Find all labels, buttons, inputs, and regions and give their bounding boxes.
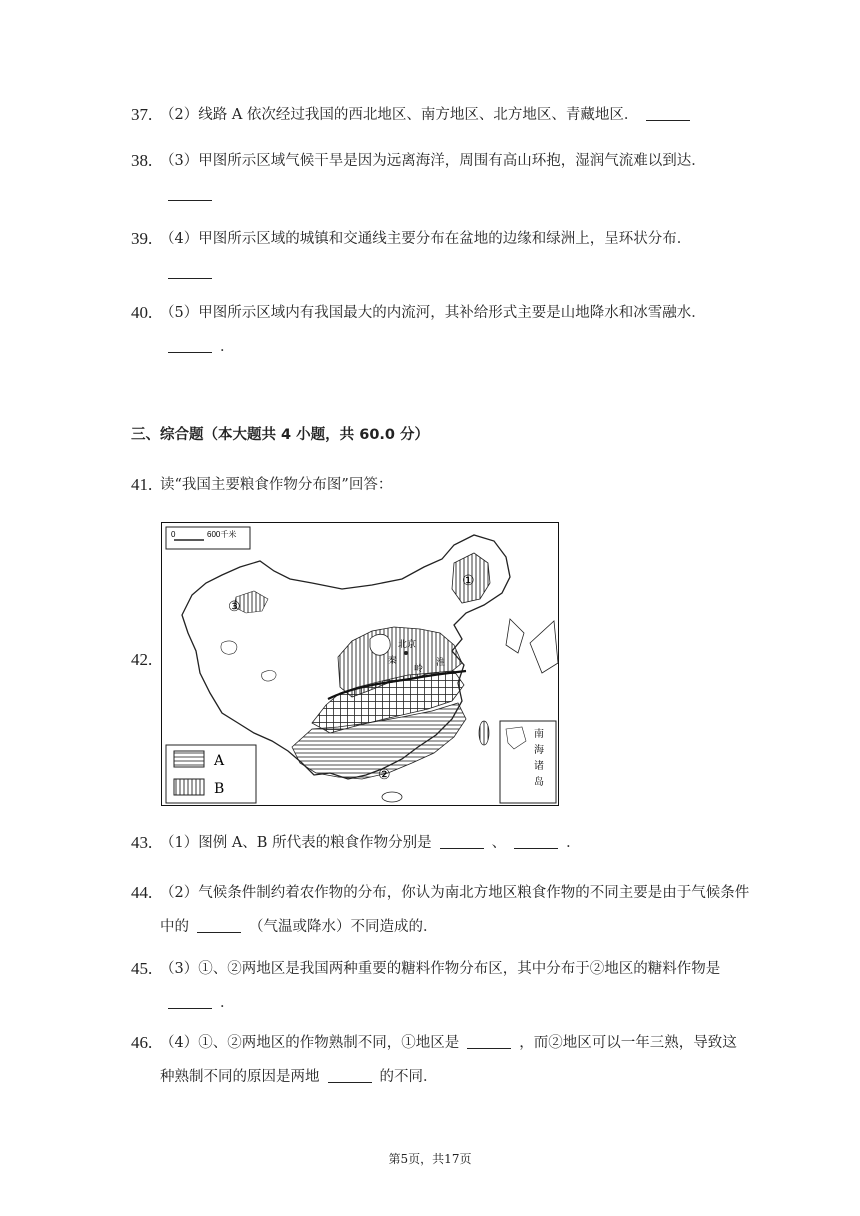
question-text-2: ，而②地区可以一年三熟，导致这种熟制不同的原因是两地 <box>160 1035 737 1085</box>
answer-blank-2[interactable] <box>328 1068 372 1083</box>
hainan-island <box>382 792 402 802</box>
legend-b-label: B <box>214 781 225 797</box>
question-text-2: （气温或降水）不同造成的． <box>249 919 438 935</box>
separator: 、 <box>491 835 507 851</box>
question-text: （4）①、②两地区的作物熟制不同，①地区是 <box>160 1035 460 1051</box>
answer-blank-a[interactable] <box>440 834 484 849</box>
legend-b-swatch <box>174 779 204 795</box>
question-40: 40. （5）甲图所示区域内有我国最大的内流河，其补给形式主要是山地降水和冰雪融水．． <box>131 296 751 364</box>
question-45 <box>131 952 751 1020</box>
question-text: （4）甲图所示区域的城镇和交通线主要分布在盆地的边缘和绿洲上，呈环状分布． <box>160 231 692 247</box>
beijing-label: 北京 <box>398 640 417 650</box>
question-text: （5）甲图所示区域内有我国最大的内流河，其补给形式主要是山地降水和冰雪融水． <box>160 305 706 321</box>
taiwan-island <box>479 721 489 745</box>
question-text: （3）甲图所示区域气候干旱是因为远离海洋，周围有高山环抱，湿润气流难以到达． <box>160 153 706 169</box>
neighbor-coast <box>530 621 558 673</box>
answer-blank[interactable] <box>168 264 212 279</box>
section-title: 三、综合题（本大题共 4 小题，共 60.0 分） <box>131 427 430 443</box>
question-number: 40. <box>131 303 153 322</box>
inset-label-2: 海 <box>534 745 544 756</box>
question-42-number: 42. <box>131 650 153 669</box>
map-figure <box>162 523 559 806</box>
inset-label-4: 岛 <box>534 777 544 788</box>
legend-a-swatch <box>174 751 204 767</box>
question-text: （2）气候条件制约着农作物的分布，你认为南北方地区粮食作物的不同主要是由于气候条件中的 <box>160 885 750 935</box>
inset-label-1: 南 <box>534 729 544 740</box>
question-number: 37. <box>131 105 153 124</box>
end-punct: ． <box>566 835 581 851</box>
question-number: 39. <box>131 229 153 248</box>
question-number: 41. <box>131 475 153 494</box>
question-text: （1）图例 A、B 所代表的粮食作物分别是 <box>160 835 432 851</box>
huai-label: 淮 <box>436 658 446 668</box>
question-number: 45. <box>131 959 153 978</box>
legend-a-label: A <box>214 753 225 769</box>
answer-blank[interactable] <box>168 994 212 1009</box>
question-37 <box>131 98 751 132</box>
question-38 <box>131 144 751 212</box>
neighbor-coast <box>506 619 524 653</box>
beijing-marker <box>404 651 408 655</box>
scale-zero: 0 <box>171 530 176 539</box>
lake-shape <box>262 671 276 681</box>
question-44 <box>131 876 751 944</box>
question-text-3: 的不同． <box>379 1069 438 1085</box>
region-2-label: ② <box>378 767 391 783</box>
question-43 <box>131 826 751 860</box>
inset-label-3: 诸 <box>534 761 544 772</box>
region-3-label: ③ <box>228 599 241 615</box>
page-footer: 第5页，共17页 <box>388 1152 472 1166</box>
region-1-label: ① <box>462 573 475 589</box>
answer-blank[interactable] <box>168 186 212 201</box>
question-number: 44. <box>131 883 153 902</box>
question-number: 38. <box>131 151 153 170</box>
answer-blank-b[interactable] <box>514 834 558 849</box>
question-39 <box>131 222 751 290</box>
end-punct: ． <box>220 995 235 1011</box>
question-41 <box>131 468 751 502</box>
question-number: 43. <box>131 833 153 852</box>
qin-label: 秦 <box>388 656 398 666</box>
scale-label: 600千米 <box>207 530 237 539</box>
grain-crop-map <box>161 522 559 806</box>
answer-blank[interactable] <box>168 338 212 353</box>
lake-shape <box>221 641 237 654</box>
question-46 <box>131 1026 751 1094</box>
answer-blank[interactable] <box>646 106 690 121</box>
answer-blank[interactable] <box>197 918 241 933</box>
question-number: 46. <box>131 1033 153 1052</box>
lake-shape <box>370 634 390 655</box>
question-text: （2）线路 A 依次经过我国的西北地区、南方地区、北方地区、青藏地区． <box>160 107 639 123</box>
ling-label: 岭 <box>414 664 424 674</box>
question-text: （3）①、②两地区是我国两种重要的糖料作物分布区，其中分布于②地区的糖料作物是 <box>160 961 721 977</box>
question-text: 读“我国主要粮食作物分布图”回答： <box>160 477 393 493</box>
answer-blank-1[interactable] <box>467 1034 511 1049</box>
south-sea-inset <box>500 721 556 803</box>
